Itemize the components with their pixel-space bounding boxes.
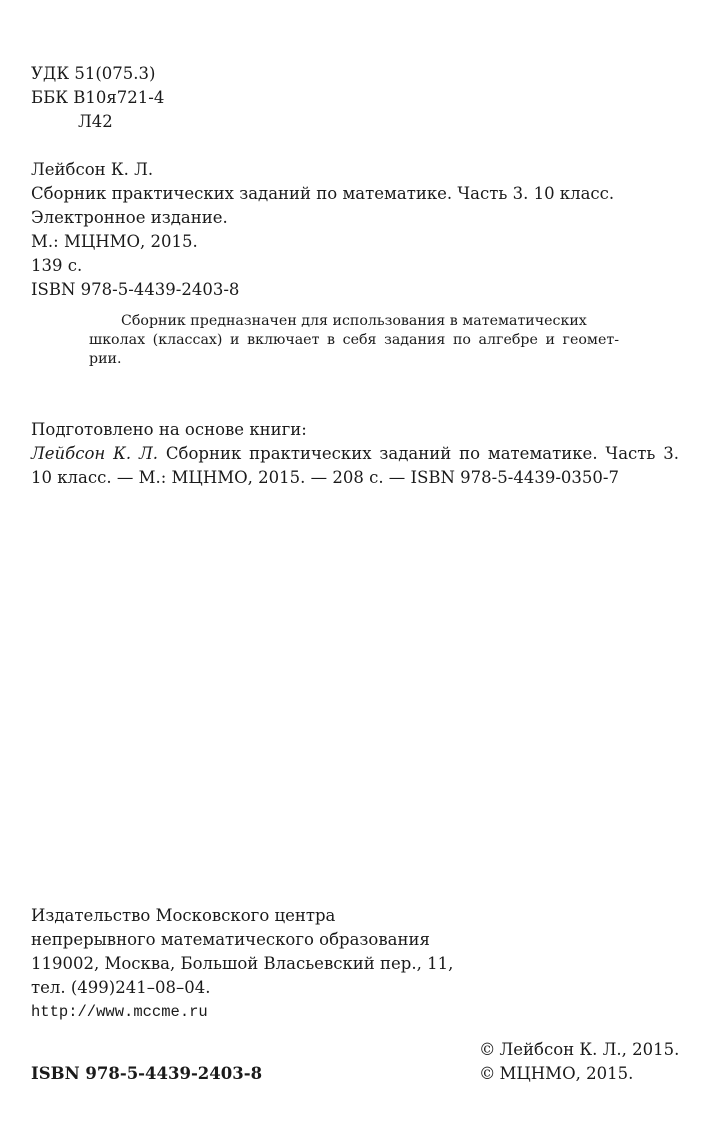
publisher-name-line-2: непрерывного математического образования <box>31 930 430 949</box>
page-count: 139 с. <box>31 256 83 275</box>
isbn: ISBN 978-5-4439-2403-8 <box>31 280 240 299</box>
copyright-publisher-text: МЦНМО, 2015. <box>499 1064 634 1083</box>
bbk-code: ББК В10я721-4 <box>31 88 165 107</box>
book-title: Сборник практических заданий по математике. Часть 3. 10 класс. <box>31 184 615 203</box>
udk-code: УДК 51(075.3) <box>31 64 156 83</box>
source-line-2: 10 класс. — М.: МЦНМО, 2015. — 208 с. — ISBN 978-5-4439-0350-7 <box>31 468 619 487</box>
source-heading: Подготовлено на основе книги: <box>31 420 307 439</box>
publisher-name-line-1: Издательство Московского центра <box>31 906 336 925</box>
publisher-phone: тел. (499)241–08–04. <box>31 978 211 997</box>
copyright-author <box>479 1040 679 1059</box>
abstract-line-1: Сборник предназначен для использования в математических <box>121 313 587 329</box>
author-name: Лейбсон К. Л. <box>31 160 154 179</box>
publisher-address: 119002, Москва, Большой Власьевский пер., 11, <box>31 954 454 973</box>
source-title: Сборник практических заданий по математике. Часть 3. <box>165 444 679 463</box>
copyright-publisher <box>479 1064 633 1083</box>
footer-isbn: ISBN 978-5-4439-2403-8 <box>31 1064 263 1083</box>
abstract-line-2: школах (классах) и включает в себя задания по алгебре и геомет- <box>89 332 619 348</box>
abstract-line-3: рии. <box>89 351 122 367</box>
author-mark: Л42 <box>78 112 113 131</box>
copyright-icon: © <box>479 1064 496 1083</box>
copyright-author-text: Лейбсон К. Л., 2015. <box>499 1040 680 1059</box>
edition-note: Электронное издание. <box>31 208 228 227</box>
source-line-1 <box>31 444 679 463</box>
copyright-icon: © <box>479 1040 496 1059</box>
publisher-year: М.: МЦНМО, 2015. <box>31 232 198 251</box>
publisher-url[interactable]: http://www.mccme.ru <box>31 1003 208 1021</box>
source-author: Лейбсон К. Л. <box>31 444 159 463</box>
